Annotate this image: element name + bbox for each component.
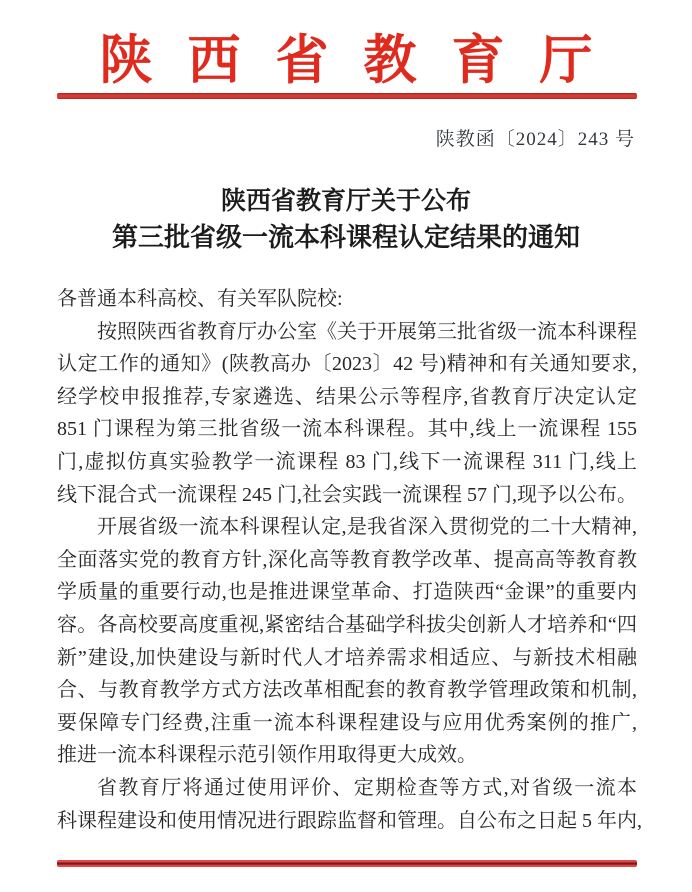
body-line: 851 门课程为第三批省级一流本科课程。其中,线上一流课程 155 [57,418,637,441]
body-line: 省教育厅将通过使用评价、定期检查等方式,对省级一流本 [97,776,637,799]
body-line: 门,虚拟仿真实验教学一流课程 83 门,线下一流课程 311 门,线上 [57,450,637,473]
body-line: 容。各高校要高度重视,紧密结合基础学科拔尖创新人才培养和“四 [57,613,637,636]
red-header-separator-line [57,93,637,99]
body-line: 全面落实党的教育方针,深化高等教育教学改革、提高高等教育教 [57,548,637,571]
body-line: 开展省级一流本科课程认定,是我省深入贯彻党的二十大精神, [97,516,637,539]
notice-title-line1: 陕西省教育厅关于公布 [220,188,471,215]
salutation: 各普通本科高校、有关军队院校: [57,288,343,310]
document-number: 陕教函〔2024〕243 号 [435,129,635,150]
body-line: 新”建设,加快建设与新时代人才培养需求相适应、与新技术相融 [57,646,637,669]
body-line: 认定工作的通知》(陕教高办〔2023〕42 号)精神和有关通知要求, [57,353,637,376]
body-line: 要保障专门经费,注重一流本科课程建设与应用优秀案例的推广, [57,711,637,734]
body-line: 按照陕西省教育厅办公室《关于开展第三批省级一流本科课程 [97,320,637,343]
body-line: 经学校申报推荐,专家遴选、结果公示等程序,省教育厅决定认定 [57,385,637,408]
page-bottom-red-line [57,860,637,867]
body-line: 推进一流本科课程示范引领作用取得更大成效。 [57,744,477,767]
body-line: 科课程建设和使用情况进行跟踪监督和管理。自公布之日起 5 年内, [57,809,642,832]
body-line: 合、与教育教学方式方法改革相配套的教育教学管理政策和机制, [57,679,637,702]
body-line: 线下混合式一流课程 245 门,社会实践一流课程 57 门,现予以公布。 [57,483,637,506]
notice-title-line2: 第三批省级一流本科课程认定结果的通知 [111,223,580,252]
notice-body [57,283,642,837]
body-line: 学质量的重要行动,也是推进课堂革命、打造陕西“金课”的重要内 [57,581,637,604]
agency-letterhead: 陕西省教育厅 [99,32,628,90]
